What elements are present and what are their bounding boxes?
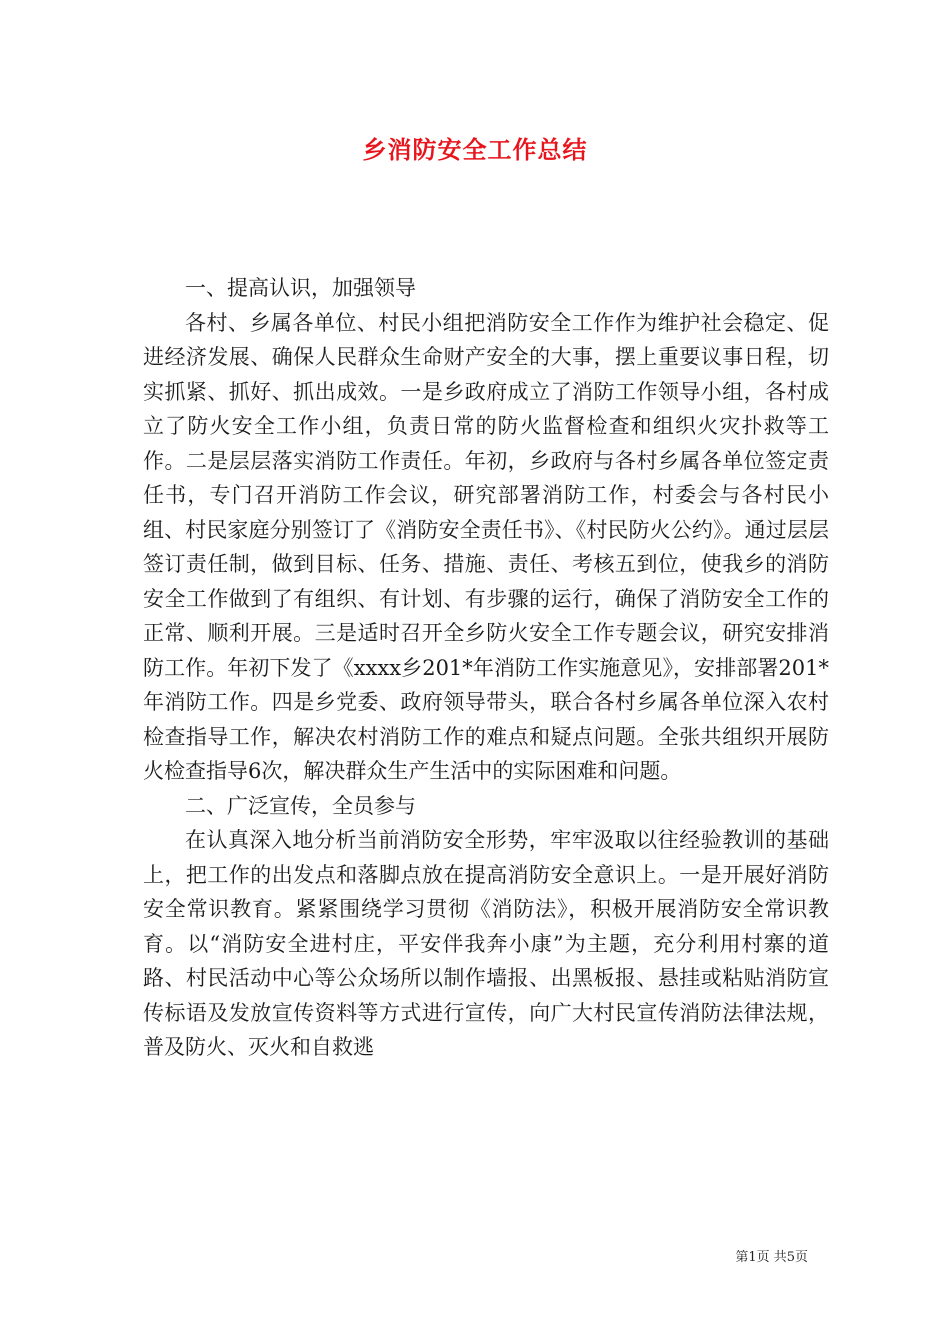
section-paragraph-2: 在认真深入地分析当前消防安全形势，牢牢汲取以往经验教训的基础上，把工作的出发点和落脚点放在提高消防安全意识上。一是开展好消防安全常识教育。紧紧围绕学习贯彻《消防法》，积极开展消防安全常识教育。以“消防安全进村庄，平安伴我奔小康”为主题，充分利用村寨的道路、村民活动中心等公众场所以制作墙报、出黑板报、悬挂或粘贴消防宣传标语及发放宣传资料等方式进行宣传，向广大村民宣传消防法律法规，普及防火、灭火和自救逃 — [143, 828, 829, 1059]
page-title: 乡消防安全工作总结 — [362, 135, 588, 164]
page-number-footer: 第1页 共5页 — [735, 1250, 808, 1265]
section-paragraph-1: 各村、乡属各单位、村民小组把消防安全工作作为维护社会稳定、促进经济发展、确保人民群众生命财产安全的大事，摆上重要议事日程，切实抓紧、抓好、抓出成效。一是乡政府成立了消防工作领导小组，各村成立了防火安全工作小组，负责日常的防火监督检查和组织火灾扑救等工作。二是层层落实消防工作责任。年初，乡政府与各村乡属各单位签定责任书，专门召开消防工作会议，研究部署消防工作，村委会与各村民小组、村民家庭分别签订了《消防安全责任书》、《村民防火公约》。通过层层签订责任制，做到目标、任务、措施、责任、考核五到位，使我乡的消防安全工作做到了有组织、有计划、有步骤的运行，确保了消防安全工作的正常、顺利开展。三是适时召开全乡防火安全工作专题会议，研究安排消防工作。年初下发了《xxxx乡201*年消防工作实施意见》，安排部署201*年消防工作。四是乡党委、政府领导带头，联合各村乡属各单位深入农村检查指导工作，解决农村消防工作的难点和疑点问题。全张共组织开展防火检查指导6次，解决群众生产生活中的实际困难和问题。 — [143, 310, 829, 783]
section-heading-1: 一、提高认识，加强领导 — [185, 276, 416, 300]
document-body — [143, 271, 829, 1065]
section-heading-2: 二、广泛宣传，全员参与 — [185, 793, 416, 818]
